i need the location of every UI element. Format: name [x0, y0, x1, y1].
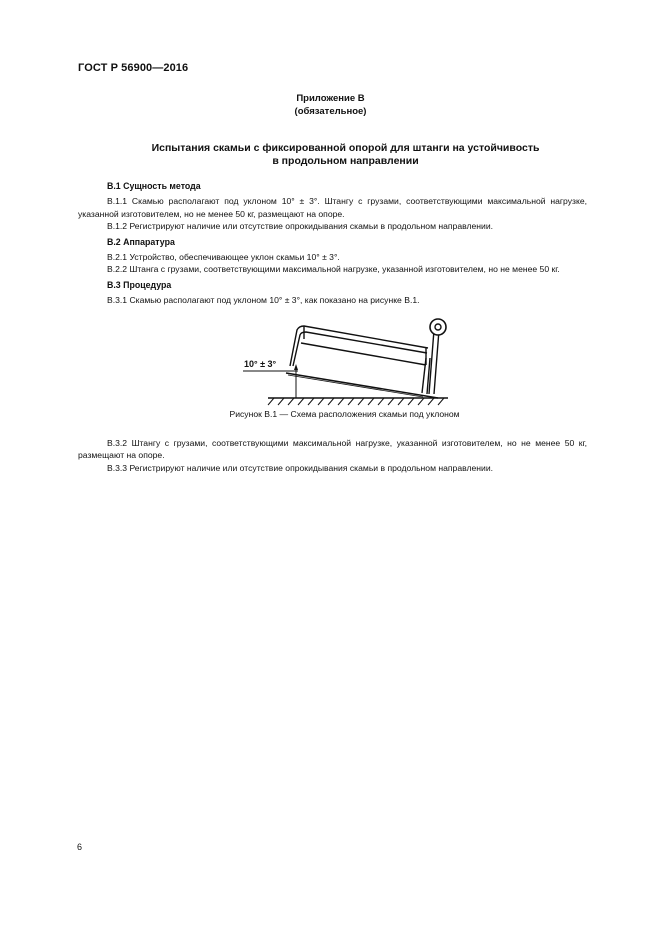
paragraph-b2-2: В.2.2 Штанга с грузами, соответствующими максимальной нагрузке, указанной изготовителем, но не менее 50 кг.	[107, 264, 560, 274]
document-body	[78, 180, 587, 474]
section-heading-b3: В.3 Процедура	[107, 279, 172, 290]
document-title-line-1: Испытания скамьи с фиксированной опорой для штанги на устойчивость	[151, 142, 540, 154]
barbell-hub-icon	[435, 324, 441, 330]
incline-platform-inner	[288, 375, 423, 397]
bench-incline-diagram-icon	[78, 318, 587, 406]
standard-designation: ГОСТ Р 56900—2016	[78, 62, 189, 74]
paragraph-b3-3: В.3.3 Регистрируют наличие или отсутствие опрокидывания скамьи в продольном направлении.	[107, 462, 494, 473]
figure-caption: Рисунок В.1 — Схема расположения скамьи под уклоном	[229, 409, 460, 419]
annex-title: Приложение В	[296, 93, 365, 104]
bench-frame	[290, 326, 430, 394]
paragraph-b1-1: В.1.1 Скамью располагают под уклоном 10° ± 3°. Штангу с грузами, соответствующими максимальной нагрузке, указанной изготовителем, но не менее 50 кг, размещают на опоре.	[78, 196, 587, 219]
ground-hatching	[268, 398, 444, 405]
annex-heading	[0, 92, 661, 118]
angle-label: 10° ± 3°	[244, 359, 277, 369]
angle-arrow	[294, 364, 298, 370]
incline-platform	[286, 373, 438, 398]
paragraph-b2-1: В.2.1 Устройство, обеспечивающее уклон скамьи 10° ± 3°.	[107, 251, 340, 262]
section-heading-b1: В.1 Сущность метода	[107, 181, 201, 191]
document-title	[0, 142, 661, 168]
paragraph-b3-2: В.3.2 Штангу с грузами, соответствующими максимальной нагрузке, указанной изготовителем, но не менее 50 кг, размещают на опоре.	[78, 437, 587, 460]
annex-status: (обязательное)	[294, 106, 367, 117]
section-heading-b2: В.2 Аппаратура	[107, 236, 175, 247]
page-number: 6	[77, 842, 83, 852]
figure-b1	[78, 318, 587, 406]
barbell-support-2	[434, 330, 439, 394]
paragraph-b3-1: В.3.1 Скамью располагают под уклоном 10° ± 3°, как показано на рисунке В.1.	[107, 294, 420, 305]
paragraph-b1-2: В.1.2 Регистрируют наличие или отсутствие опрокидывания скамьи в продольном направлении.	[107, 221, 494, 231]
document-title-line-2: в продольном направлении	[272, 155, 419, 167]
